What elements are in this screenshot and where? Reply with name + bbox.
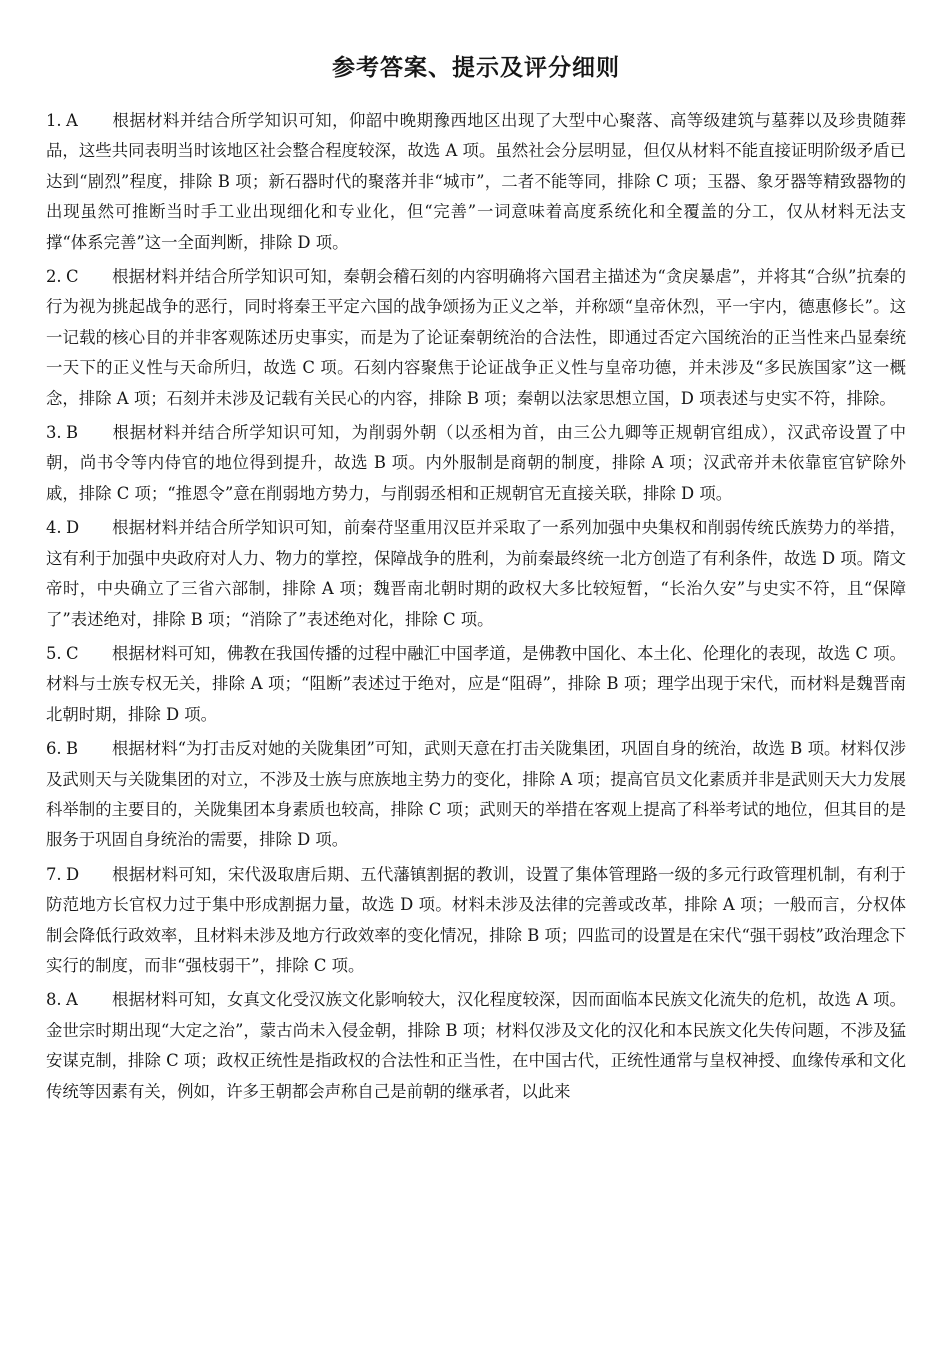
question-number: 7. — [46, 864, 62, 884]
answer-choice: D — [66, 864, 80, 884]
explanation-text: 根据材料并结合所学知识可知，秦朝会稽石刻的内容明确将六国君主描述为“贪戾暴虐”，并将其“合纵”抗秦的行为视为挑起战争的恶行，同时将秦王平定六国的战争颂扬为正义之举，并称颂“皇帝休烈，平一宇内，德惠修长”。这一记载的核心目的并非客观陈述历史事实，而是为了论证秦朝统治的合法性，即通过否定六国统治的正当性来凸显秦统一天下的正义性与天命所归，故选 C 项。石刻内容聚焦于论证战争正义性与皇帝功德，并未涉及“多民族国家”这一概念，排除 A 项；石刻并未涉及记载有关民心的内容，排除 B 项；秦朝以法家思想立国，D 项表述与史实不符，排除。 — [46, 267, 906, 408]
answer-item-6 — [46, 734, 906, 856]
explanation-text: 根据材料并结合所学知识可知，仰韶中晚期豫西地区出现了大型中心聚落、高等级建筑与墓葬以及珍贵随葬品，这些共同表明当时该地区社会整合程度较深，故选 A 项。虽然社会分层明显，但仅从材料不能直接证明阶级矛盾已达到“剧烈”程度，排除 B 项；新石器时代的聚落并非“城市”，二者不能等同，排除 C 项；玉器、象牙器等精致器物的出现虽然可推断当时手工业出现细化和专业化，但“完善”一词意味着高度系统化和全覆盖的分工，仅从材料无法支撑“体系完善”这一全面判断，排除 D 项。 — [46, 111, 906, 252]
question-number: 5. — [46, 643, 62, 663]
answer-item-5 — [46, 639, 906, 730]
answer-explanation — [46, 106, 906, 258]
question-number: 1. — [46, 111, 62, 130]
answer-item-8 — [46, 985, 906, 1107]
answer-item-2 — [46, 262, 906, 414]
question-number: 3. — [46, 423, 62, 443]
answer-item-1 — [46, 106, 906, 258]
answer-choice: C — [66, 643, 79, 663]
answer-choice: C — [66, 267, 79, 287]
explanation-text: 根据材料并结合所学知识可知，为削弱外朝（以丞相为首，由三公九卿等正规朝官组成），汉武帝设置了中朝，尚书令等内侍官的地位得到提升，故选 B 项。内外服制是商朝的制度，排除 A 项；汉武帝并未依靠宦官铲除外戚，排除 C 项；“推恩令”意在削弱地方势力，与削弱丞相和正规朝官无直接关联，排除 D 项。 — [46, 423, 906, 503]
answer-item-4 — [46, 513, 906, 635]
answer-explanation — [46, 734, 906, 856]
question-number: 6. — [46, 739, 62, 759]
question-number: 4. — [46, 518, 62, 538]
explanation-text: 根据材料可知，宋代汲取唐后期、五代藩镇割据的教训，设置了集体管理路一级的多元行政管理机制，有利于防范地方长官权力过于集中形成割据力量，故选 D 项。材料未涉及法律的完善或改革，排除 A 项；一般而言，分权体制会降低行政效率，且材料未涉及地方行政效率的变化情况，排除 B 项；四监司的设置是在宋代“强干弱枝”政治理念下实行的制度，而非“强枝弱干”，排除 C 项。 — [46, 864, 906, 975]
answer-choice: A — [66, 111, 78, 130]
answer-list — [46, 106, 906, 1107]
answer-item-7 — [46, 860, 906, 982]
answer-choice: A — [66, 990, 78, 1010]
answer-item-3 — [46, 418, 906, 509]
answer-explanation — [46, 262, 906, 414]
question-number: 8. — [46, 990, 62, 1010]
page-title: 参考答案、提示及评分细则 — [332, 55, 620, 81]
explanation-text: 根据材料可知，女真文化受汉族文化影响较大，汉化程度较深，因而面临本民族文化流失的危机，故选 A 项。金世宗时期出现“大定之治”，蒙古尚未入侵金朝，排除 B 项；材料仅涉及文化的汉化和本民族文化失传问题，不涉及猛安谋克制，排除 C 项；政权正统性是指政权的合法性和正当性，在中国古代，正统性通常与皇权神授、血缘传承和文化传统等因素有关，例如，许多王朝都会声称自己是前朝的继承者，以此来 — [46, 990, 906, 1101]
answer-choice: B — [66, 739, 79, 759]
answer-explanation — [46, 860, 906, 982]
answer-explanation — [46, 639, 906, 730]
explanation-text: 根据材料并结合所学知识可知，前秦苻坚重用汉臣并采取了一系列加强中央集权和削弱传统氏族势力的举措，这有利于加强中央政府对人力、物力的掌控，保障战争的胜利，为前秦最终统一北方创造了有利条件，故选 D 项。隋文帝时，中央确立了三省六部制，排除 A 项；魏晋南北朝时期的政权大多比较短暂，“长治久安”与史实不符，且“保障了”表述绝对，排除 B 项；“消除了”表述绝对化，排除 C 项。 — [46, 518, 906, 629]
answer-explanation — [46, 513, 906, 635]
question-number: 2. — [46, 267, 62, 287]
answer-explanation — [46, 985, 906, 1107]
answer-choice: D — [66, 518, 80, 538]
answer-choice: B — [66, 423, 79, 443]
explanation-text: 根据材料可知，佛教在我国传播的过程中融汇中国孝道，是佛教中国化、本土化、伦理化的表现，故选 C 项。材料与士族专权无关，排除 A 项；“阻断”表述过于绝对，应是“阻碍”，排除 B 项；理学出现于宋代，而材料是魏晋南北朝时期，排除 D 项。 — [46, 643, 906, 724]
answer-explanation — [46, 418, 906, 509]
explanation-text: 根据材料“为打击反对她的关陇集团”可知，武则天意在打击关陇集团，巩固自身的统治，故选 B 项。材料仅涉及武则天与关陇集团的对立，不涉及士族与庶族地主势力的变化，排除 A 项；提高官员文化素质并非是武则天大力发展科举制的主要目的，关陇集团本身素质也较高，排除 C 项；武则天的举措在客观上提高了科举考试的地位，但其目的是服务于巩固自身统治的需要，排除 D 项。 — [46, 739, 906, 850]
